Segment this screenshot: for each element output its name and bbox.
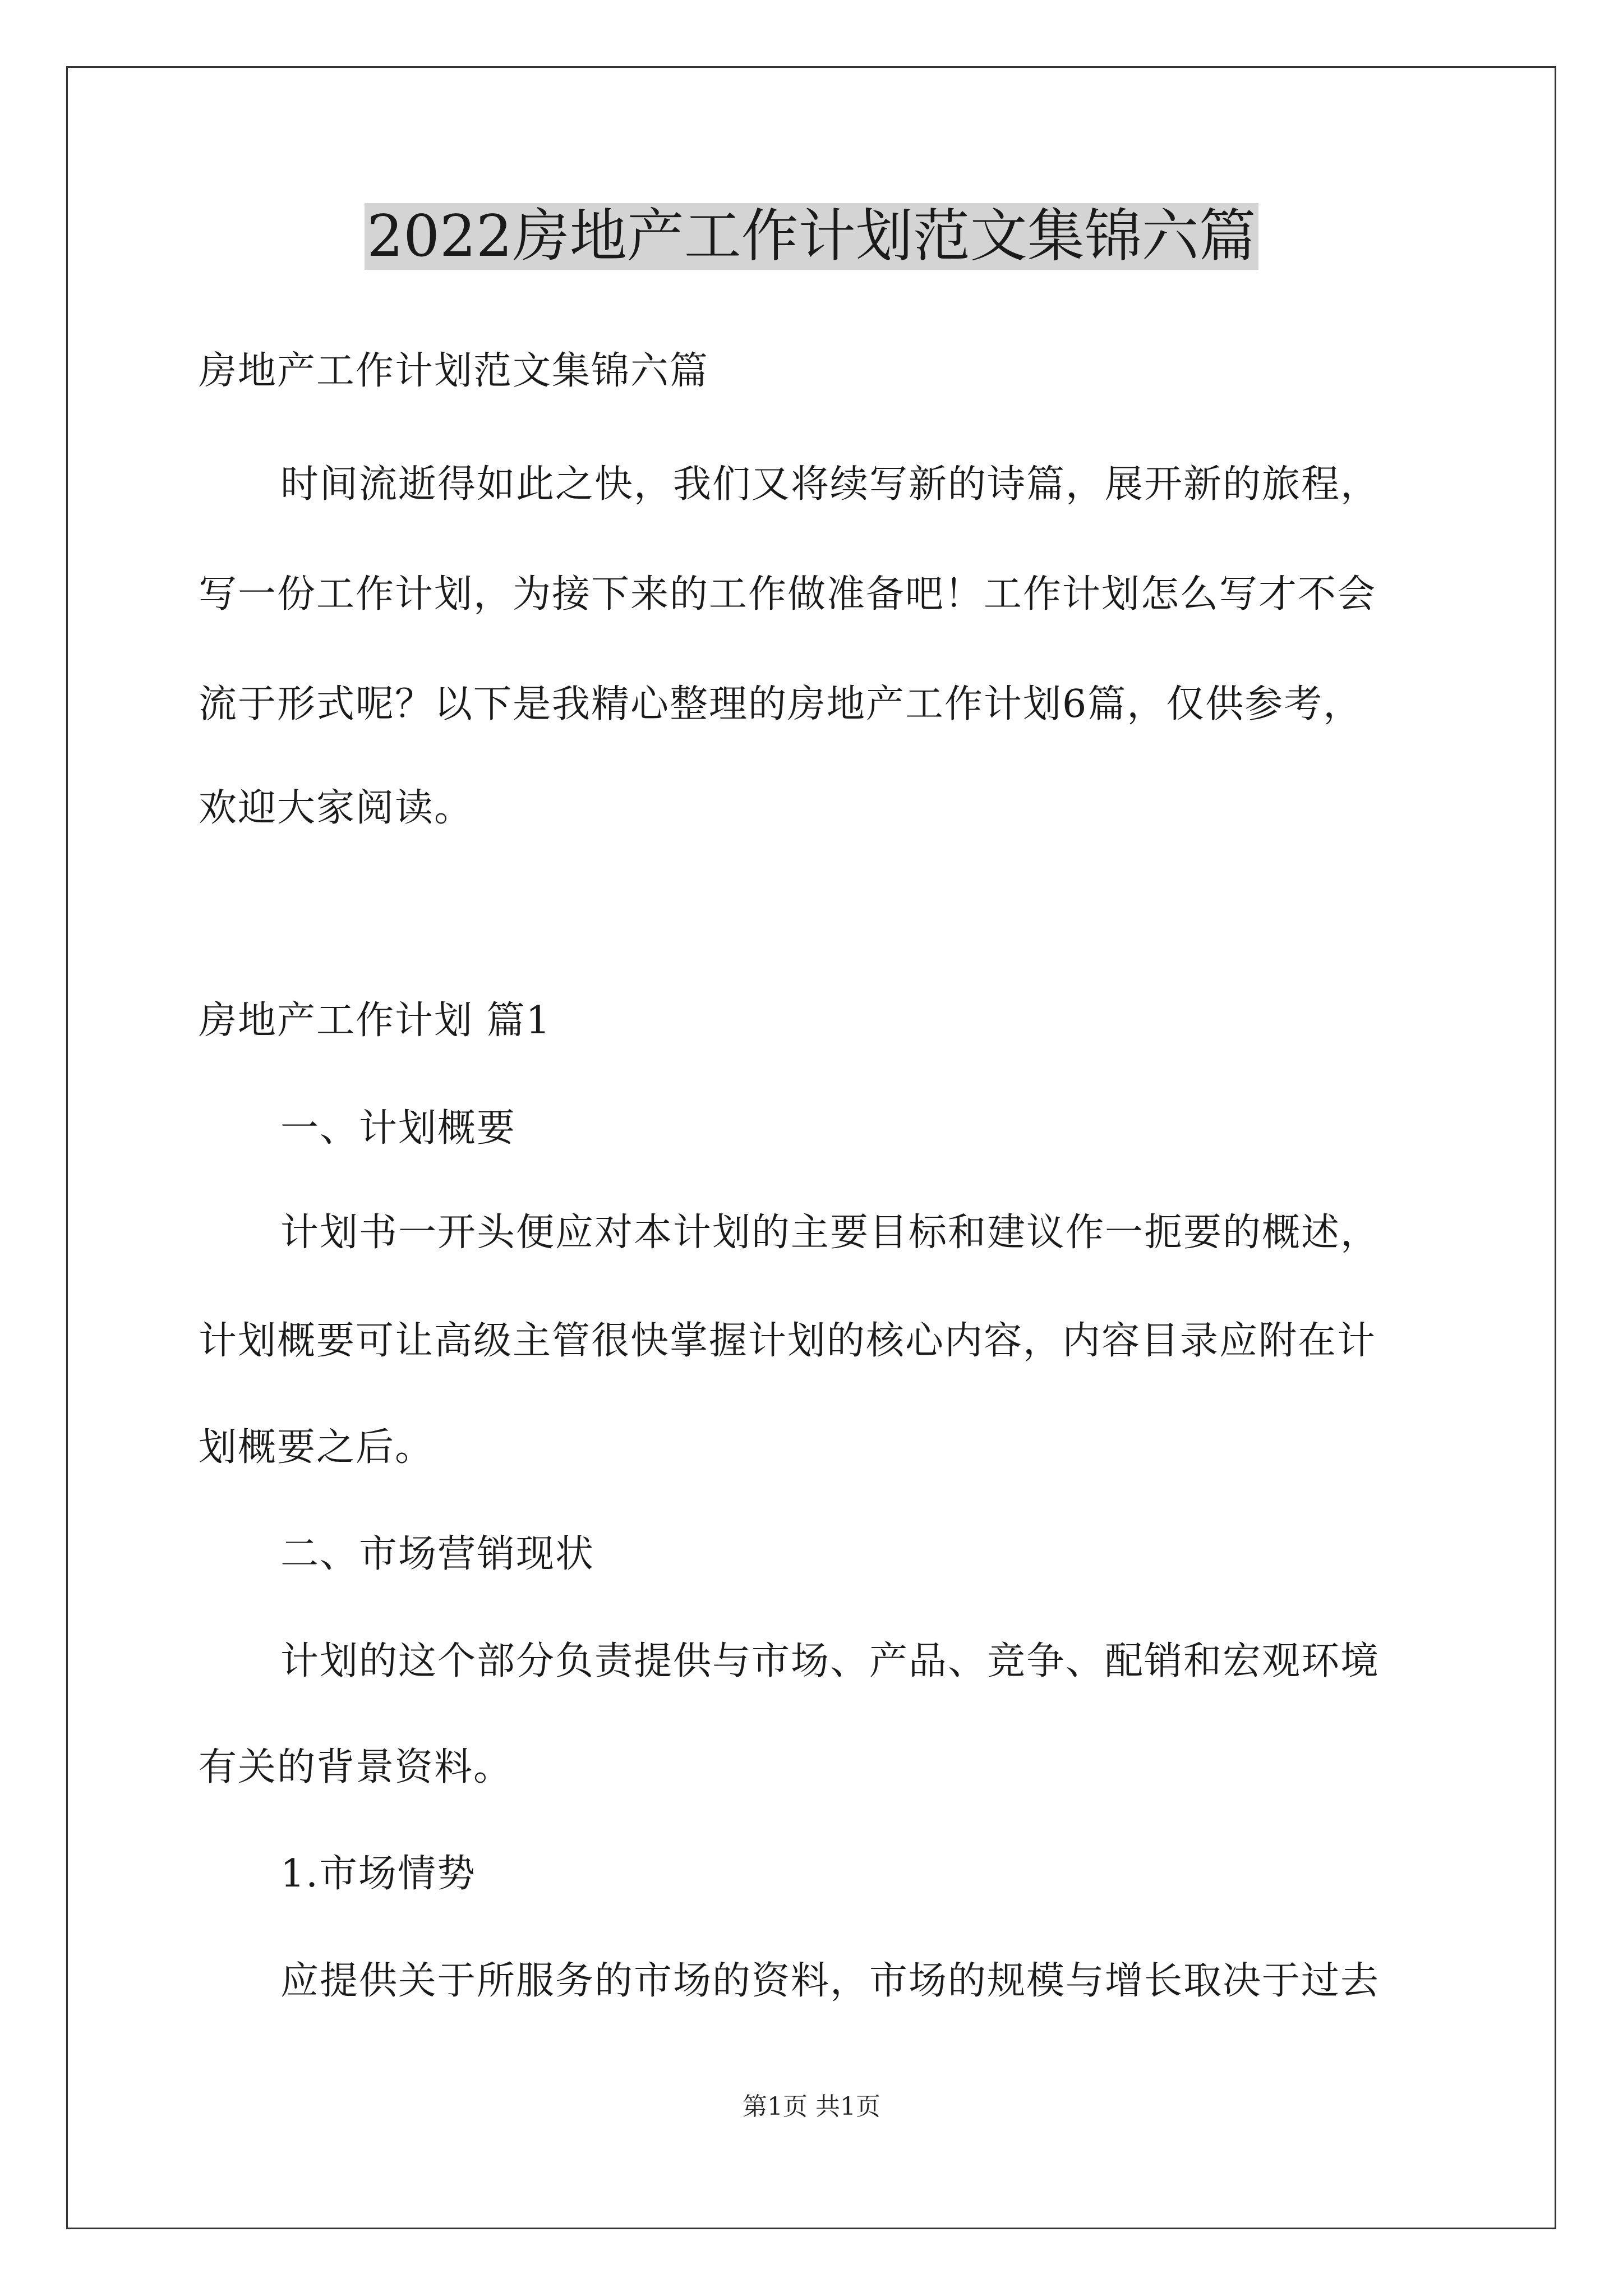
subsection-heading: 1.市场情势: [280, 1852, 476, 1896]
paragraph-line: 划概要之后。: [199, 1425, 435, 1470]
paragraph-line: 有关的背景资料。: [199, 1745, 513, 1789]
paragraph-line: 流于形式呢？以下是我精心整理的房地产工作计划6篇，仅供参考，: [199, 682, 1363, 726]
subsection-heading: 二、市场营销现状: [280, 1532, 595, 1576]
section-heading: 房地产工作计划 篇1: [199, 999, 551, 1043]
document-title-text: 2022房地产工作计划范文集锦六篇: [365, 203, 1258, 270]
paragraph-line: 时间流逝得如此之快，我们又将续写新的诗篇，展开新的旅程，: [280, 462, 1380, 507]
paragraph-line: 计划概要可让高级主管很快掌握计划的核心内容，内容目录应附在计: [199, 1319, 1377, 1363]
paragraph-line: 计划的这个部分负责提供与市场、产品、竞争、配销和宏观环境: [280, 1639, 1380, 1683]
paragraph-line: 写一份工作计划，为接下来的工作做准备吧！工作计划怎么写才不会: [199, 572, 1377, 616]
subsection-heading: 一、计划概要: [280, 1106, 517, 1151]
paragraph-line: 计划书一开头便应对本计划的主要目标和建议作一扼要的概述，: [280, 1211, 1380, 1255]
page-footer: 第1页 共1页: [743, 2092, 880, 2121]
intro-heading: 房地产工作计划范文集锦六篇: [199, 349, 709, 393]
document-title: [0, 197, 1623, 276]
paragraph-line: 应提供关于所服务的市场的资料，市场的规模与增长取决于过去: [280, 1959, 1380, 2003]
paragraph-line: 欢迎大家阅读。: [199, 786, 474, 830]
